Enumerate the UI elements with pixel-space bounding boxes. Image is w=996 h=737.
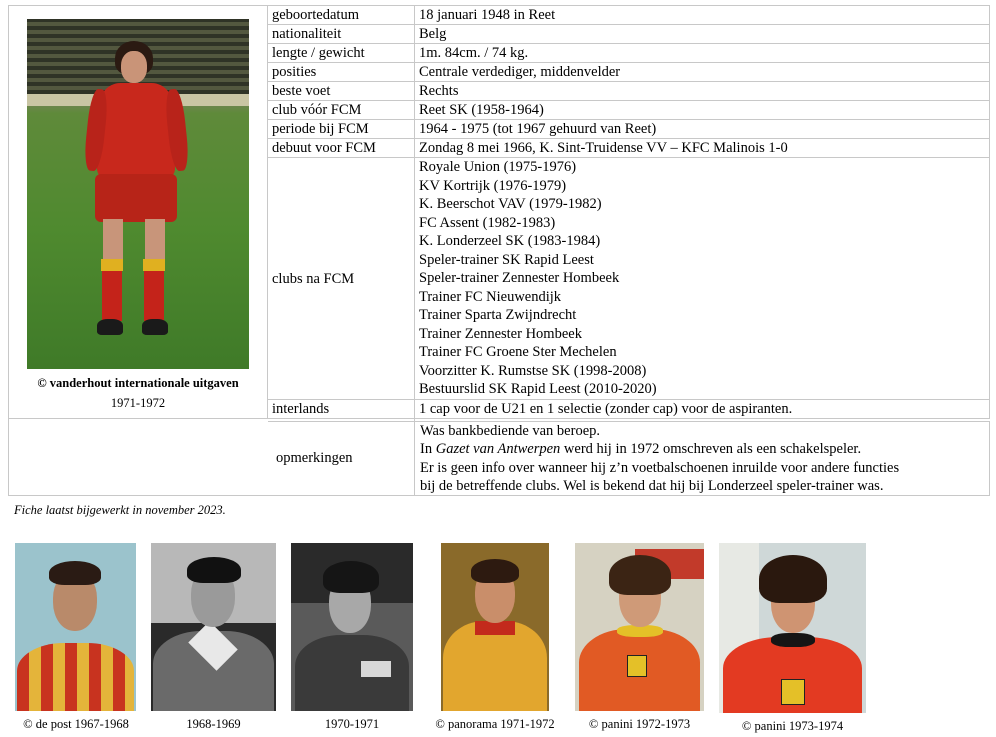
value-best-foot: Rechts [415,82,990,101]
remark-line: In Gazet van Antwerpen werd hij in 1972 omschreven als een schakelspeler. [420,441,862,458]
player-photo-caption: © vanderhout internationale uitgaven 1971-1972 [37,376,239,410]
label-best-foot: beste voet [268,82,415,101]
club-entry: Trainer FC Nieuwendijk [419,288,562,305]
label-clubs-after: clubs na FCM [268,158,415,400]
club-entry: Trainer Sparta Zwijndrecht [419,307,577,324]
label-birthdate: geboortedatum [268,6,415,25]
thumbnail-photo-1968 [151,543,276,711]
update-note: Fiche laatst bijgewerkt in november 2023. [14,503,226,517]
label-nationality: nationaliteit [268,25,415,44]
value-nationality: Belg [415,25,990,44]
remark-line: bij de betreffende clubs. Wel is bekend dat hij bij Londerzeel speler-trainer was. [420,477,884,494]
remarks-row [267,421,990,496]
thumbnail-photo-1971 [441,543,549,711]
club-entry: Speler-trainer Zennester Hombeek [419,270,620,287]
remarks-value [415,422,989,495]
club-entry: Speler-trainer SK Rapid Leest [419,251,594,268]
club-entry: K. Londerzeel SK (1983-1984) [419,233,601,250]
thumbnail-photo-1972 [575,543,704,711]
thumbnail-photo-1970 [291,543,413,711]
remarks-label: opmerkingen [268,422,415,495]
club-entry: Bestuurslid SK Rapid Leest (2010-2020) [419,381,657,398]
thumbnail-photo-1973 [719,543,866,713]
thumbnail-caption: © panorama 1971-1972 [435,717,555,731]
thumbnail-caption: © panini 1973-1974 [741,719,844,733]
value-interlands: 1 cap voor de U21 en 1 selectie (zonder cap) voor de aspiranten. [415,400,990,419]
newspaper-name: Gazet van Antwerpen [435,441,561,458]
thumbnail-caption: 1968-1969 [186,717,241,731]
club-entry: Trainer Zennester Hombeek [419,325,582,342]
thumbnail-caption: © panini 1972-1973 [588,717,691,731]
club-entry: Royale Union (1975-1976) [419,159,577,176]
value-birthdate: 18 januari 1948 in Reet [415,6,990,25]
value-club-before: Reet SK (1958-1964) [415,101,990,120]
thumbnail-photo-1967 [15,543,136,711]
value-positions: Centrale verdediger, middenvelder [415,63,990,82]
thumbnail-caption: 1970-1971 [324,717,380,731]
label-club-before: club vóór FCM [268,101,415,120]
player-photo-cell [9,6,268,419]
label-debut: debuut voor FCM [268,139,415,158]
value-height-weight: 1m. 84cm. / 74 kg. [415,44,990,63]
value-debut: Zondag 8 mei 1966, K. Sint-Truidense VV – KFC Malinois 1-0 [415,139,990,158]
label-positions: posities [268,63,415,82]
thumbnail-caption: © de post 1967-1968 [23,717,129,731]
club-entry: Voorzitter K. Rumstse SK (1998-2008) [419,362,647,379]
label-period: periode bij FCM [268,120,415,139]
remark-line: Was bankbediende van beroep. [420,423,601,439]
label-interlands: interlands [268,400,415,419]
label-height-weight: lengte / gewicht [268,44,415,63]
club-entry: FC Assent (1982-1983) [419,214,556,231]
club-entry: Trainer FC Groene Ster Mechelen [419,344,617,361]
player-photo [27,19,249,369]
value-clubs-after [415,158,990,400]
remark-line: Er is geen info over wanneer hij z’n voetbalschoenen inruilde voor andere functies [420,459,900,476]
value-period: 1964 - 1975 (tot 1967 gehuurd van Reet) [415,120,990,139]
club-entry: KV Kortrijk (1976-1979) [419,177,567,194]
club-entry: K. Beerschot VAV (1979-1982) [419,196,602,213]
